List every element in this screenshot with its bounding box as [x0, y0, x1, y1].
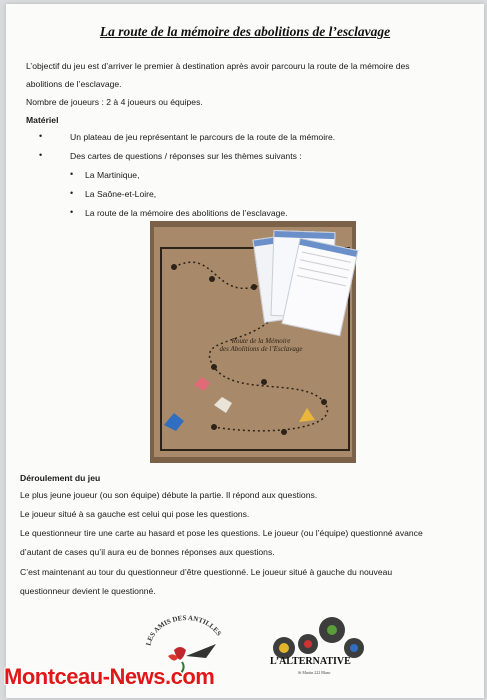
players-count: Nombre de joueurs : 2 à 4 joueurs ou équipes.: [26, 97, 203, 107]
materiel-item: Un plateau de jeu représentant le parcours de la route de la mémoire.: [70, 132, 336, 142]
logo-left-text: LES AMIS DES ANTILLES: [144, 613, 223, 647]
gears-icon: [262, 614, 372, 662]
materiel-heading: Matériel: [26, 115, 59, 125]
board-title-line: des Abolitions de l’Esclavage: [219, 345, 303, 353]
intro-line-2: abolitions de l’esclavage.: [26, 79, 122, 89]
materiel-subitem: La Martinique,: [85, 170, 140, 180]
deroulement-heading: Déroulement du jeu: [20, 473, 101, 483]
materiel-item: Des cartes de questions / réponses sur les thèmes suivants :: [70, 151, 302, 161]
page-title: La route de la mémoire des abolitions de l’esclavage: [99, 24, 391, 39]
game-board-photo: [150, 221, 356, 463]
rules-line: Le questionneur tire une carte au hasard et pose les questions. Le joueur (ou l’équipe) questionné avance: [20, 528, 423, 538]
rules-line: C’est maintenant au tour du questionneur d’être questionné. Le joueur situé à gauche du nouveau: [20, 567, 393, 577]
bullet-icon: •: [70, 207, 74, 217]
board-title-line: Route de la Mémoire: [231, 337, 291, 345]
rules-line: d’autant de cases qu’il aura eu de bonnes réponses aux questions.: [20, 547, 275, 557]
rules-line: Le plus jeune joueur (ou son équipe) débute la partie. Il répond aux questions.: [20, 490, 318, 500]
bullet-icon: •: [39, 150, 43, 160]
bullet-icon: •: [39, 131, 43, 141]
intro-line-1: L’objectif du jeu est d’arriver le premier à destination après avoir parcouru la route de la mémoire des: [26, 61, 410, 71]
alternative-logo-text: L’ALTERNATIVE: [270, 656, 351, 667]
document-page: [6, 4, 484, 698]
materiel-subitem: La route de la mémoire des abolitions de l’esclavage.: [85, 208, 288, 218]
site-watermark: Montceau-News.com: [4, 664, 215, 689]
bullet-icon: •: [70, 169, 74, 179]
materiel-subitem: La Saône-et-Loire,: [85, 189, 157, 199]
rules-line: Le joueur situé à sa gauche est celui qui pose les questions.: [20, 509, 250, 519]
alternative-logo-subtext: St Martin 222 Blanc: [298, 670, 331, 675]
alternative-logo: [262, 614, 372, 682]
board-title: [206, 337, 316, 353]
rules-line: questionneur devient le questionné.: [20, 586, 156, 596]
bullet-icon: •: [70, 188, 74, 198]
